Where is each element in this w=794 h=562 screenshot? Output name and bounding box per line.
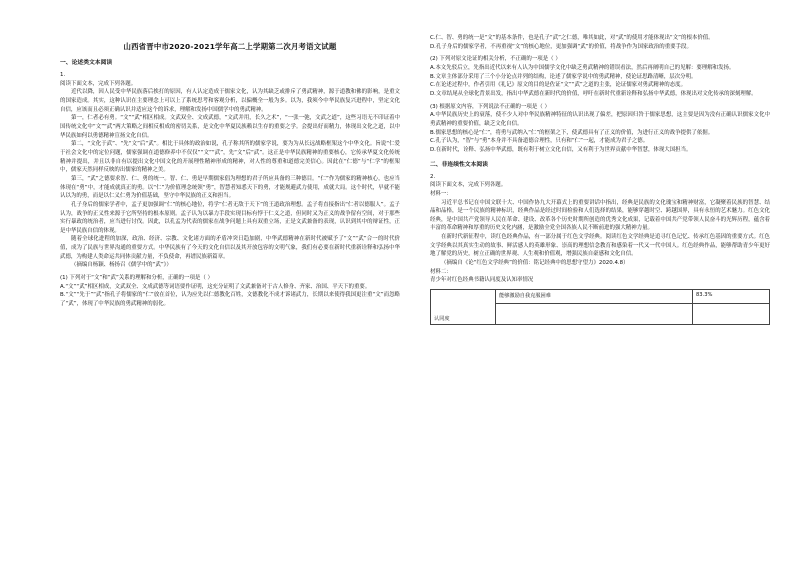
material-2-label: 材料二： [430,268,452,275]
question-1-option-d: D.孔子身后的儒家学者，不再重视“文”的核心地位，更加强调“武”的价值，将战争作为国家政治的重要手段。 [430,43,692,50]
question-3-option-d: D.在新时代，诠释、弘扬中华武德，既有利于树立文化自信，又有利于为世界贡献中华智慧，体现大国担当。 [430,146,692,153]
page-title: 山西省晋中市2020-2021学年高二上学期第二次月考语文试题 [123,42,337,51]
passage-paragraph-2: 第一，仁者必有勇。“文”“武”相区相成。文武双全、文成武德，“文武并用，长久之术”，“一张一弛，文武之道”，这些习语无不印证着中国传统文化中“文”“武”两大策略之间相反相成的密切关系，是文化中华夏民族赖以生存的重要之学。会提出好而精力，体现出文化之道，以中华民族如何以勇德精神宣扬文化自信。 [60,115,400,139]
question-2-stem: (2) 下列对原文论证的相关分析，不正确的一项是（ ） [430,56,561,63]
question-2-option-b: B.文章主体部分采用了三个小分论点并列的结构，论述了儒家学说中的勇武精神，使论证思路清晰，层次分明。 [430,73,697,80]
question-2-option-a: A.本文先驳后立，先指出近代以来有人认为中国儒学文化中缺乏勇武精神的错误看法，然后再阐明自己的见解：要理解和发扬。 [430,64,735,71]
table-cell-empty [496,304,693,325]
table-row-header: 认同度 [431,290,496,325]
passage-paragraph-6: 随着全球化进程的加深，政治、经济、宗教、文化诸方面的矛盾冲突日趋加剧，中华武德精神在新时代被赋予了“文”“武”合一的时代价值，成为了民族与世界沟通的重要方式。中华民族有了今天的文化自信以及其开放包容的文明气象，我们有必要在新时代重新诠释和弘扬中华武德，为构建人类命运共同体贡献力量，不负使命，再谱民族新篇章。 [60,236,400,260]
material-1-paragraph-2: 在新时代新征程中，读红色经典作品，有一部分属于红色文学经典。阅读红色文学经典是追寻红色记忆、传承红色基因的重要方式。红色文学经典以其真实生动的故事、鲜活感人的英雄形象、崇高的理想信念教育和感染着一代又一代中国人。红色经典作品，能够帮助青少年更好地了解党的历史，树立正确的世界观、人生观和价值观，增强民族自豪感和文化自信。 [430,234,770,258]
table-cell-value: 83.3% [693,290,770,304]
material-1-label: 材料一： [430,190,452,197]
material-1-source: （摘编自《论“红色文学经典”的价值：铭记经典中的思想守望力》2020.4.8） [441,260,629,267]
material-1-paragraph-1: 习近平总书记在中国文联十大、中国作协九大开幕式上的重要讲话中指出，经典是民族的文化瑰宝和精神财富，它凝聚着民族的智慧、结晶和品格，是一个民族的精神标识，经典作品是经过时间检验和人们选择的结果，能够穿越时空、跨越国界，具有永恒的艺术魅力。红色文化经典，是中国共产党领导人民在革命、建设、改革各个历史时期所创造的优秀文化成果，记载着中国共产党带领人民奋斗的光辉历程，蕴含着丰富的革命精神和厚重的历史文化内涵，是激励全党全国各族人民不断前进的强大精神力量。 [430,199,770,232]
passage-paragraph-4: 第三，“武”之德要求智、仁、勇的统一。智、仁、勇是早期儒家倡为理想的君子所应具备的三种德目。“仁”作为儒家的精神核心，也应当体现在“勇”中，才能成就真正的勇。以“仁”为价值理念统领“勇”，智慧者知悉天下的勇，才能规避武力使用，成就大局。这个时代，早就不能认以为的勇，而是以仁义仁勇为价值基础，坚守中华民族的正义和担当。 [60,175,400,200]
left-column [60,34,400,309]
question-number-1: 1. [60,72,66,78]
passage-source: （摘编自杨颖、杨扬召《儒学中的“武”》） [71,262,172,269]
passage-paragraph-3: 第二，“文化于武”、“先“文”后“武”。相比于具体的政治如说，孔子称其所的儒家学说，要为为从长远战略框架这个中华文化。旨说“仁爱于社会文化中的定位问题，儒家强调在道德修养中不仅仅”“文”“武”，先“文”后“武”。这正是中华民族精神的重要核心，它传承华夏文化传统精神并提出，并且以非自有以提出文化中国文化的开展理性精神形成的精神，对人性的尊重和道德完美信心。因此在“仁德”与“仁学”的框架中，儒家天然同样反映的出儒家的精神之美。 [60,141,400,174]
table-cell-item: 能够激励自我克服困难 [496,290,693,304]
section-heading-2: 二、非连续性文本阅读 [430,161,488,168]
question-3-option-a: A.中华民族历史上的衰落，使不少人对中华民族精神特征的认识出现了偏差，把原因归咎于儒家思想，这主要是因为没有正确认识儒家文化中勇武精神的重要价值，缺乏文化自信。 [430,112,770,127]
survey-table [430,289,770,325]
passage-paragraph-5: 孔子身后的儒家学者中，孟子更加强调“仁”的核心地位，将学“仁者无敌于天下”的王道政治理想。孟子将直接指出“仁者以德服人”。孟子认为，战争的正义性来源于它所坚持的根本原则。孟子认为以暴力手段实现目标有悖于仁义之道，但同时又为正义的战争留有空间，对于那些实行暴政的统治者，应当进行讨伐。因此，以孔孟为代表的儒家在战争问题上具有双重立场，正是文武兼备的表现，认识到其中的辩证性，正是中华民族自信的体现。 [60,201,400,234]
question-2-option-d: D.文章结尾从全球化背景出发，指出中华武德在新时代的价值，呼吁在新时代重新诠释和弘扬中华武德，体现出对文化传承的深刻理解。 [430,90,757,97]
passage-paragraph-1: 近代以降，因人民受中华民族落后挨打的原因，有人认定造成于儒家文化，认为其缺乏或排斥了勇武精神，源于道教和佛的影响，是重文的国家造成。其实，这种认识在主要理念上可以上了系统思考和客观分析，以偏概全一般为多。以为，我须今中华民族复兴进程中，坚定文化自信，应该而且必须正确认识并适应这个的诉求，理解和发扬中国儒学中的勇武精神。 [60,89,400,113]
right-column [430,34,770,325]
question-3-stem: (3) 根据原文内容，下列说法不正确的一项是（ ） [430,103,550,110]
question-1-option-b: B.“文”“先于”“武”指孔子将儒家的“仁”放在首位，认为应先以仁德教化百姓，文德教化不成才诉诸武力，长期以来使得我国更注重“文”而忽略了“武”，体现了中华民族的勇武精神的弱化。 [60,292,400,308]
question-3-option-b: B.儒家思想的核心是“仁”，将勇与武纳入“仁”的框架之下，使武德具有了正义的价值，为进行正义的战争提供了依据。 [430,129,714,136]
table-cell-empty [693,304,770,325]
question-3-option-c: C.孔子认为，“智”与“勇”本身并不具备道德合理性，只有和“仁”一起，才能成为君子之德。 [430,138,649,145]
question-2-option-c: C.在论述过程中，作者引用《礼记》原文的目的是佐证“文”“武”之道的主张，论证儒家对勇武精神的态度。 [430,82,687,89]
question-1-option-a: A.“文”“武”相区相成，文武双全、文成武德等词语要作证明，这充分证明了文武兼备对于古人修身、齐家、治国、平天下的重要。 [60,283,371,290]
question-1-stem: (1) 下列对于“文”和“武”关系的理解和分析，正确的一项是（ ） [60,275,213,282]
table-title: 青少年对红色经典书籍认同度及认知率情况 [430,277,534,284]
reading-instruction-2: 阅读下面文本，完成下列各题。 [430,182,507,189]
question-number-2: 2. [430,173,436,180]
table-row [431,290,770,304]
question-1-option-c: C.仁、智、勇的统一是“文”的基本条件，也是孔子“武”之仁德，唯其如此，对“武”的使用才能体现出“文”的根本价值。 [430,35,714,41]
reading-instruction: 阅读下面文本，完成下列各题。 [60,80,137,87]
section-heading-1: 一、论述类文本阅读 [60,60,113,66]
